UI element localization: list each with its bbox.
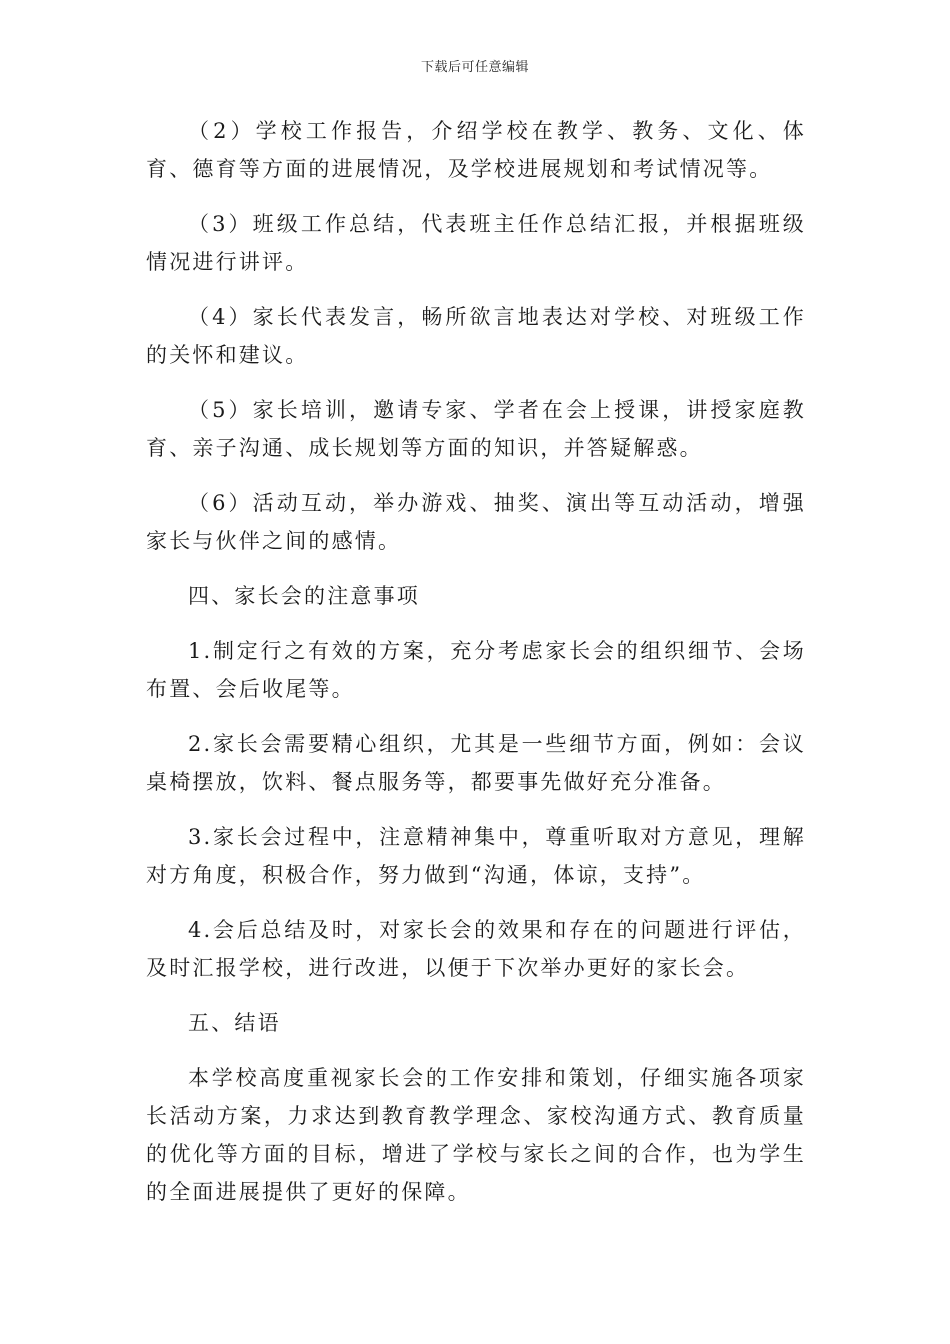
- paragraph-note-3: 3.家长会过程中，注意精神集中，尊重听取对方意见，理解对方角度，积极合作，努力做到“沟通，体谅，支持”。: [146, 825, 806, 887]
- section-heading-conclusion: 五、结语: [188, 1011, 281, 1035]
- paragraph-parent-training: （5）家长培训，邀请专家、学者在会上授课，讲授家庭教育、亲子沟通、成长规划等方面的知识，并答疑解惑。: [146, 398, 806, 460]
- page-header-note: 下载后可任意编辑: [420, 60, 529, 75]
- document-body: [146, 112, 806, 1228]
- paragraph-note-4: 4.会后总结及时，对家长会的效果和存在的问题进行评估，及时汇报学校，进行改进，以便于下次举办更好的家长会。: [146, 918, 806, 980]
- paragraph-note-1: 1.制定行之有效的方案，充分考虑家长会的组织细节、会场布置、会后收尾等。: [146, 639, 806, 701]
- paragraph-class-summary: （3）班级工作总结，代表班主任作总结汇报，并根据班级情况进行讲评。: [146, 212, 806, 274]
- paragraph-note-2: 2.家长会需要精心组织，尤其是一些细节方面，例如：会议桌椅摆放，饮料、餐点服务等，都要事先做好充分准备。: [146, 732, 806, 794]
- paragraph-school-report: （2）学校工作报告，介绍学校在教学、教务、文化、体育、德育等方面的进展情况，及学校进展规划和考试情况等。: [146, 119, 806, 181]
- paragraph-conclusion: 本学校高度重视家长会的工作安排和策划，仔细实施各项家长活动方案，力求达到教育教学理念、家校沟通方式、教育质量的优化等方面的目标，增进了学校与家长之间的合作，也为学生的全面进展提供了更好的保障。: [146, 1066, 806, 1204]
- section-heading-notes: 四、家长会的注意事项: [188, 584, 420, 608]
- paragraph-parent-speech: （4）家长代表发言，畅所欲言地表达对学校、对班级工作的关怀和建议。: [146, 305, 806, 367]
- paragraph-activity-interaction: （6）活动互动，举办游戏、抽奖、演出等互动活动，增强家长与伙伴之间的感情。: [146, 491, 806, 553]
